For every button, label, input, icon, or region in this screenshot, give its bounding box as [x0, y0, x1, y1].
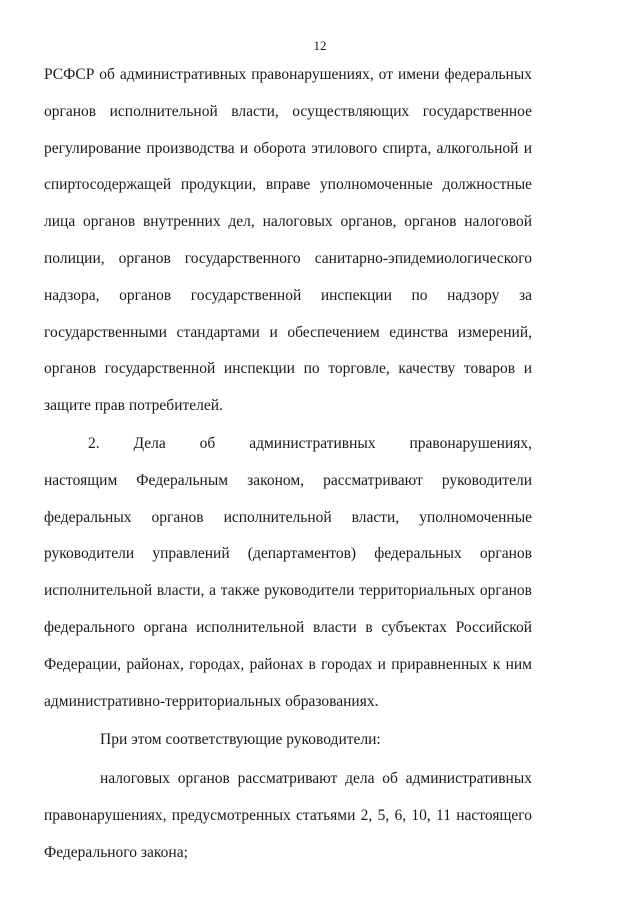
- text-line: настоящим Федеральным законом, рассматривают руководители: [44, 471, 532, 489]
- text-line: административно-территориальных образованиях.: [44, 692, 379, 710]
- text-line: надзора, органов государственной инспекции по надзору за: [44, 286, 532, 304]
- text-line: спиртосодержащей продукции, вправе уполномоченные должностные: [44, 176, 532, 194]
- text-line: полиции, органов государственного санитарно-эпидемиологического: [44, 249, 532, 267]
- text-line: Федерации, районах, городах, районах в городах и приравненных к ним: [44, 655, 532, 673]
- text-line: органов государственной инспекции по торговле, качеству товаров и: [44, 360, 532, 378]
- paragraph-continuation: [44, 57, 532, 425]
- text-line: федерального органа исполнительной власти в субъектах Российской: [44, 618, 532, 636]
- text-line: лица органов внутренних дел, налоговых органов, органов налоговой: [44, 213, 532, 231]
- text-line: регулирование производства и оборота этилового спирта, алкогольной и: [44, 139, 532, 157]
- text-line: руководители управлений (департаментов) федеральных органов: [44, 545, 532, 563]
- text-line: При этом соответствующие руководители:: [100, 731, 381, 748]
- page-number: 12: [313, 38, 327, 53]
- text-line: Федерального закона;: [44, 843, 188, 861]
- text-line: органов исполнительной власти, осуществляющих государственное: [44, 102, 532, 120]
- paragraph-item-2: [44, 426, 532, 720]
- paragraph-heading-note: [44, 722, 532, 759]
- text-line: государственными стандартами и обеспечением единства измерений,: [44, 323, 532, 341]
- text-line: РСФСР об административных правонарушениях, от имени федеральных: [44, 66, 532, 83]
- text-line: федеральных органов исполнительной власти, уполномоченные: [44, 508, 532, 526]
- text-line: правонарушениях, предусмотренных статьями 2, 5, 6, 10, 11 настоящего: [44, 806, 532, 824]
- text-line: исполнительной власти, а также руководители территориальных органов: [44, 582, 532, 600]
- text-line: защите прав потребителей.: [44, 397, 223, 415]
- text-line: 2. Дела об административных правонарушениях,: [88, 435, 532, 452]
- text-line: налоговых органов рассматривают дела об административных: [100, 770, 532, 787]
- paragraph-tax-authorities: [44, 761, 532, 871]
